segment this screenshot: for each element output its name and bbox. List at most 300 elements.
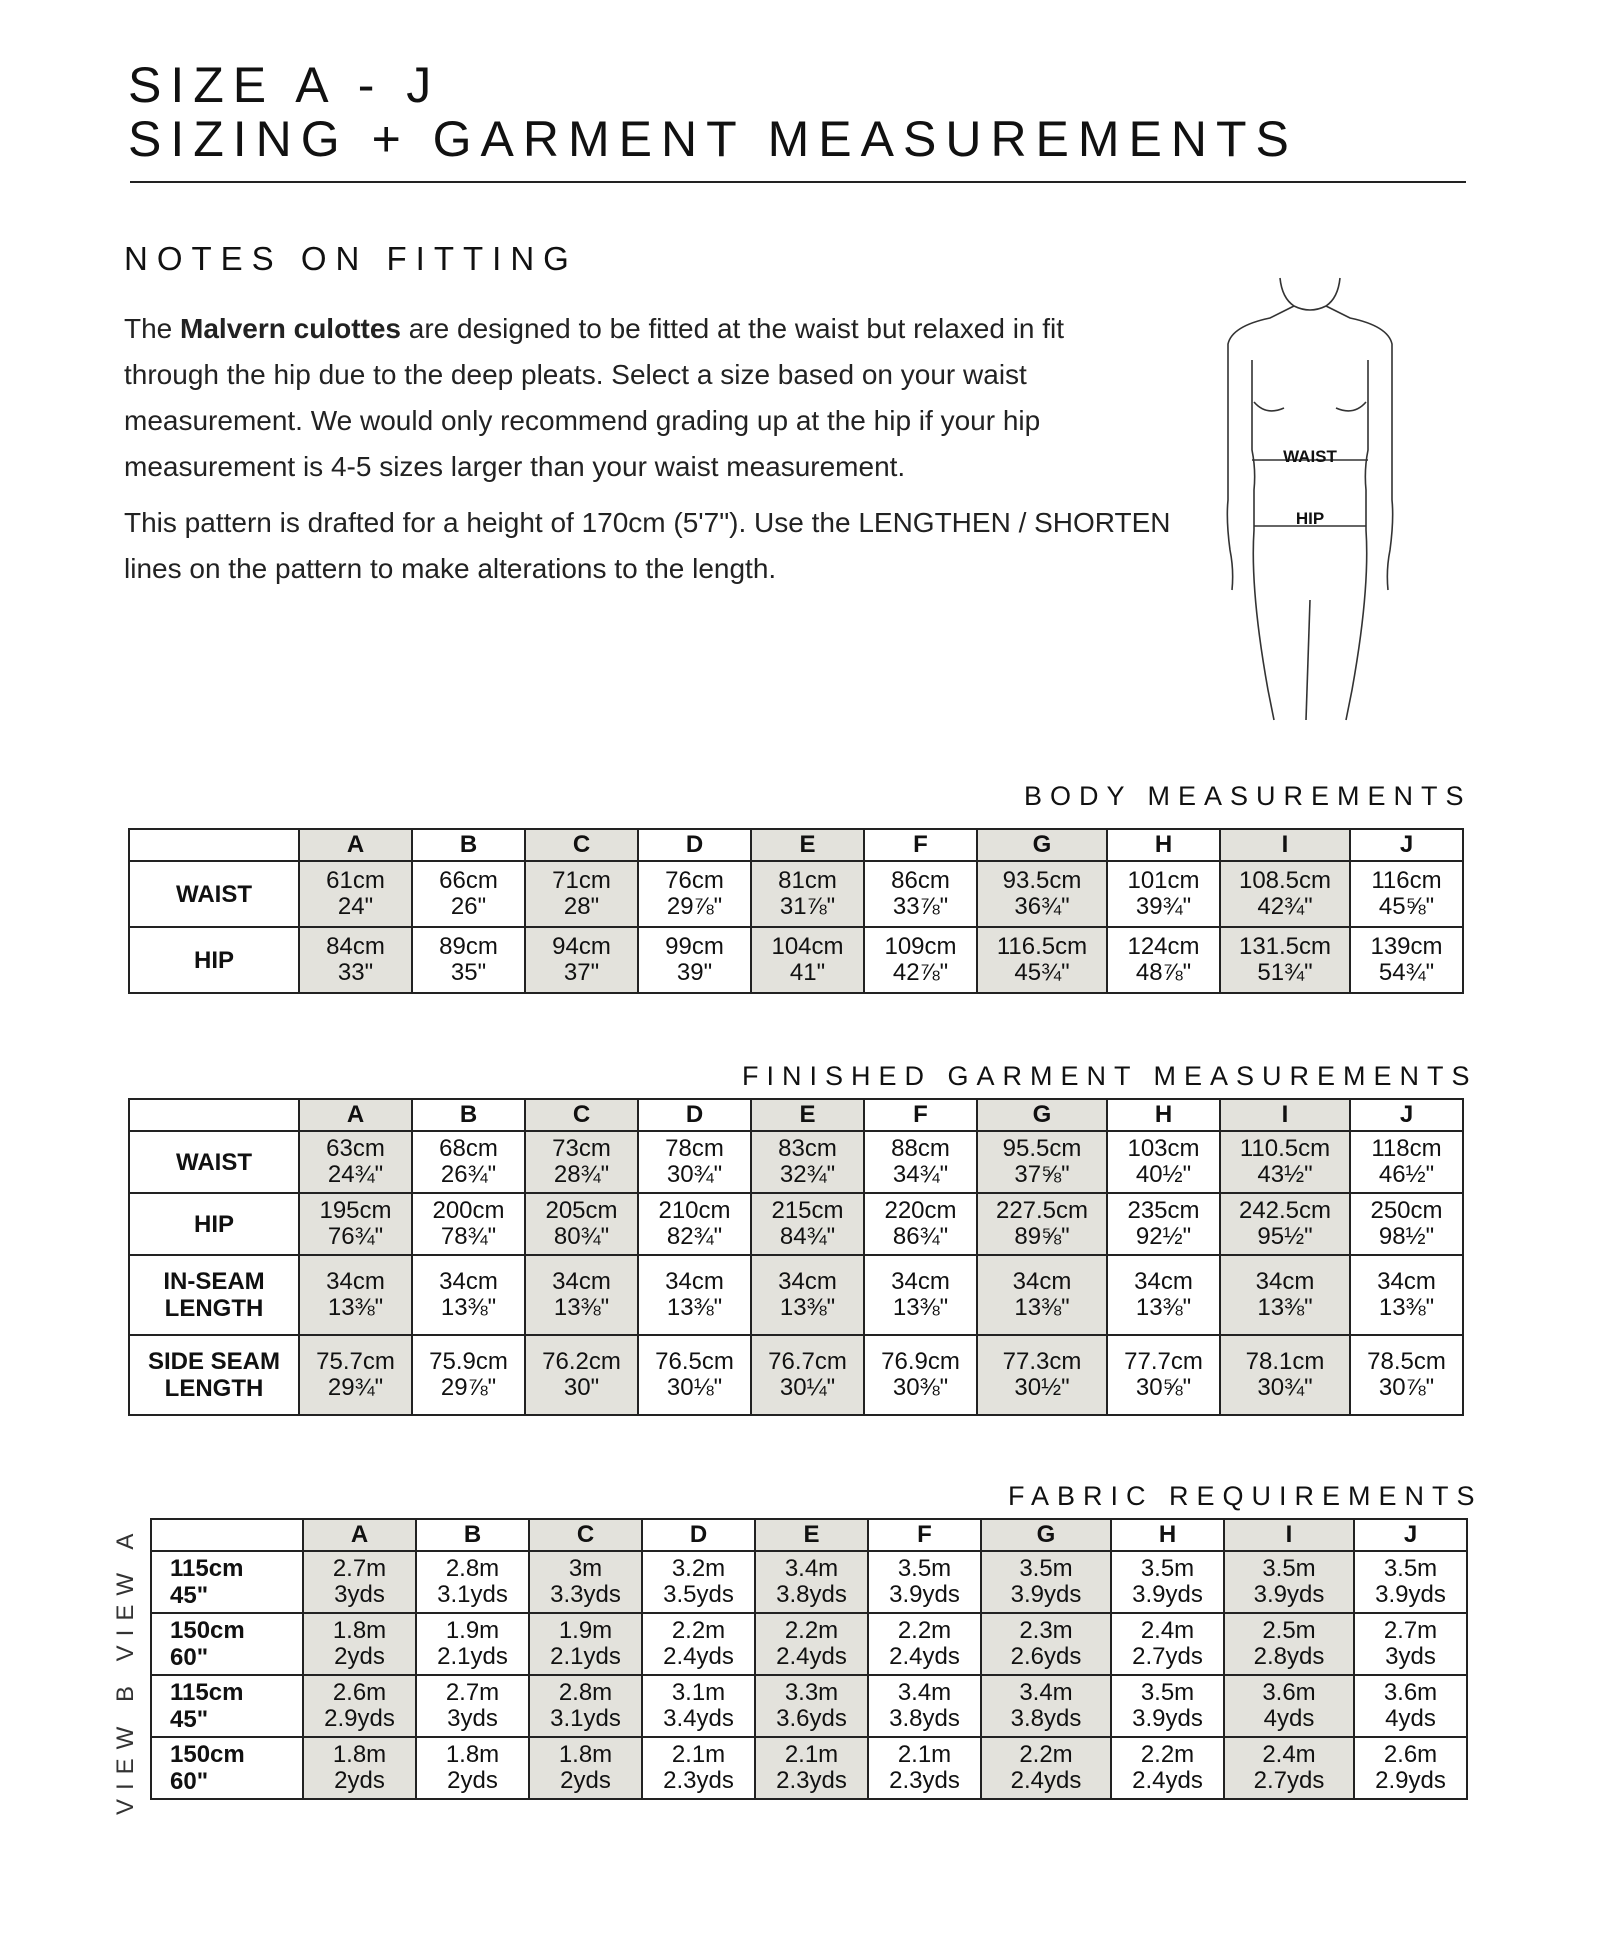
imperial-value: 37⅝": [1014, 1161, 1070, 1188]
row-label: [129, 1255, 299, 1335]
metric-value: 34cm: [778, 1268, 837, 1295]
metric-value: 2.8m: [445, 1555, 500, 1582]
size-header-a: A: [299, 1099, 412, 1131]
row-label-line: WAIST: [176, 1148, 252, 1176]
measurement-cell: [416, 1551, 529, 1613]
title-line-1: SIZE A - J: [128, 57, 441, 113]
table-header-row: [129, 1099, 1463, 1131]
row-label: [151, 1737, 303, 1799]
metric-value: 86cm: [891, 867, 950, 894]
metric-value: 2.1m: [671, 1741, 726, 1768]
measurement-cell: [303, 1551, 416, 1613]
measurement-cell: [529, 1613, 642, 1675]
measurement-cell: [1354, 1551, 1467, 1613]
measurement-cell: [1350, 1255, 1463, 1335]
measurement-cell: [642, 1613, 755, 1675]
table-row: [129, 927, 1463, 993]
measurement-cell: [868, 1737, 981, 1799]
metric-value: 3.5m: [1140, 1679, 1195, 1706]
measurement-cell: [1111, 1737, 1224, 1799]
imperial-value: 2.6yds: [1010, 1643, 1082, 1670]
imperial-value: 29⅞": [440, 1374, 497, 1401]
metric-value: 94cm: [552, 933, 611, 960]
imperial-value: 2.9yds: [324, 1705, 395, 1732]
metric-value: 78cm: [665, 1135, 724, 1162]
measurement-cell: [751, 1131, 864, 1193]
imperial-value: 2.7yds: [1132, 1643, 1203, 1670]
imperial-value: 2.9yds: [1375, 1767, 1446, 1794]
imperial-value: 41": [789, 959, 826, 986]
metric-value: 77.7cm: [1124, 1348, 1203, 1375]
measurement-cell: [525, 927, 638, 993]
measurement-cell: [1350, 1193, 1463, 1255]
imperial-value: 2.3yds: [889, 1767, 960, 1794]
imperial-value: 2.8yds: [1253, 1643, 1325, 1670]
metric-value: 61cm: [326, 867, 385, 894]
measurement-cell: [412, 1255, 525, 1335]
imperial-value: 3.9yds: [1132, 1705, 1203, 1732]
metric-value: 3.6m: [1383, 1679, 1438, 1706]
measurement-cell: [1220, 1255, 1350, 1335]
measurement-cell: [1107, 1335, 1220, 1415]
row-label-line: IN-SEAM: [163, 1268, 265, 1295]
metric-value: 76.5cm: [655, 1348, 734, 1375]
measurement-cell: [642, 1675, 755, 1737]
row-label: [151, 1613, 303, 1675]
product-name: Malvern culottes: [180, 313, 401, 344]
row-label: [129, 927, 299, 993]
measurement-cell: [1220, 927, 1350, 993]
metric-value: 242.5cm: [1238, 1197, 1332, 1224]
metric-value: 3.5m: [1019, 1555, 1073, 1582]
imperial-value: 92½": [1135, 1223, 1192, 1250]
metric-value: 139cm: [1370, 933, 1443, 960]
measurement-cell: [981, 1737, 1111, 1799]
row-label-line: LENGTH: [164, 1295, 264, 1322]
header-blank-cell: [129, 1099, 299, 1131]
imperial-value: 86¾": [892, 1223, 949, 1250]
metric-value: 200cm: [432, 1197, 505, 1224]
measurement-cell: [303, 1737, 416, 1799]
imperial-value: 78¾": [440, 1223, 497, 1250]
metric-value: 2.2m: [784, 1617, 839, 1644]
metric-value: 77.3cm: [1002, 1348, 1082, 1375]
imperial-value: 28¾": [553, 1161, 610, 1188]
metric-value: 95.5cm: [1002, 1135, 1082, 1162]
metric-value: 99cm: [665, 933, 724, 960]
metric-value: 116cm: [1371, 867, 1442, 894]
imperial-value: 2yds: [447, 1767, 498, 1794]
size-header-e: E: [751, 1099, 864, 1131]
metric-value: 2.4m: [1140, 1617, 1195, 1644]
imperial-value: 32¾": [779, 1161, 836, 1188]
imperial-value: 13⅜": [779, 1294, 836, 1321]
size-header-d: D: [638, 1099, 751, 1131]
metric-value: 89cm: [439, 933, 498, 960]
metric-value: 3.4m: [784, 1555, 839, 1582]
imperial-value: 13⅜": [1378, 1294, 1435, 1321]
measurement-cell: [299, 861, 412, 927]
metric-value: 83cm: [778, 1135, 837, 1162]
metric-value: 68cm: [439, 1135, 498, 1162]
metric-value: 76.2cm: [542, 1348, 621, 1375]
measurement-cell: [755, 1737, 868, 1799]
measurement-cell: [755, 1675, 868, 1737]
measurement-cell: [1111, 1551, 1224, 1613]
metric-value: 3.1m: [671, 1679, 726, 1706]
size-header-f: F: [864, 1099, 977, 1131]
measurement-cell: [755, 1551, 868, 1613]
table-row: [129, 861, 1463, 927]
measurement-cell: [303, 1613, 416, 1675]
metric-value: 227.5cm: [995, 1197, 1089, 1224]
measurement-cell: [1354, 1613, 1467, 1675]
imperial-value: 2yds: [560, 1767, 611, 1794]
table-row: [151, 1613, 1467, 1675]
metric-value: 78.1cm: [1245, 1348, 1325, 1375]
row-label-line: HIP: [193, 1210, 234, 1238]
measurement-cell: [416, 1613, 529, 1675]
fabric-requirements-table: [150, 1518, 1468, 1800]
measurement-cell: [1350, 1335, 1463, 1415]
measurement-cell: [977, 861, 1107, 927]
size-header-c: C: [525, 1099, 638, 1131]
imperial-value: 37": [563, 959, 600, 986]
metric-value: 66cm: [439, 867, 498, 894]
metric-value: 2.2m: [1019, 1741, 1073, 1768]
measurement-cell: [864, 1335, 977, 1415]
metric-value: 2.7m: [332, 1555, 387, 1582]
measurement-cell: [642, 1551, 755, 1613]
measurement-cell: [299, 1255, 412, 1335]
metric-value: 2.3m: [1019, 1617, 1073, 1644]
imperial-value: 3.3yds: [550, 1581, 621, 1608]
metric-value: 118cm: [1371, 1135, 1442, 1162]
imperial-value: 3.9yds: [1253, 1581, 1325, 1608]
metric-value: 3.4m: [1019, 1679, 1073, 1706]
measurement-cell: [1220, 1193, 1350, 1255]
measurement-cell: [299, 927, 412, 993]
imperial-value: 51¾": [1257, 959, 1313, 986]
metric-value: 109cm: [884, 933, 957, 960]
table-row: [129, 1131, 1463, 1193]
metric-value: 2.7m: [1383, 1617, 1438, 1644]
metric-value: 84cm: [326, 933, 385, 960]
measurement-cell: [1350, 861, 1463, 927]
size-header-g: G: [981, 1519, 1111, 1551]
metric-value: 3.6m: [1262, 1679, 1316, 1706]
row-label-line: LENGTH: [164, 1375, 264, 1402]
imperial-value: 30½": [1014, 1374, 1070, 1401]
measurement-cell: [1224, 1551, 1354, 1613]
imperial-value: 24": [337, 893, 374, 920]
imperial-value: 76¾": [327, 1223, 384, 1250]
imperial-value: 3.4yds: [663, 1705, 734, 1732]
imperial-value: 30¾": [666, 1161, 723, 1188]
imperial-value: 3yds: [334, 1581, 385, 1608]
metric-value: 63cm: [326, 1135, 385, 1162]
imperial-value: 3.1yds: [550, 1705, 621, 1732]
imperial-value: 40½": [1135, 1161, 1192, 1188]
measurement-cell: [529, 1737, 642, 1799]
size-header-j: J: [1350, 829, 1463, 861]
measurement-cell: [1224, 1613, 1354, 1675]
imperial-value: 30⅛": [666, 1374, 723, 1401]
imperial-value: 30¼": [779, 1374, 836, 1401]
measurement-cell: [638, 1255, 751, 1335]
measurement-cell: [638, 1131, 751, 1193]
measurement-cell: [981, 1551, 1111, 1613]
measurement-cell: [751, 1335, 864, 1415]
metric-value: 3.4m: [897, 1679, 952, 1706]
imperial-value: 13⅜": [1257, 1294, 1313, 1321]
measurement-cell: [303, 1675, 416, 1737]
metric-value: 2.6m: [1383, 1741, 1438, 1768]
imperial-value: 39¾": [1135, 893, 1192, 920]
table-header-row: [129, 829, 1463, 861]
imperial-value: 26": [450, 893, 487, 920]
measurement-cell: [416, 1675, 529, 1737]
size-header-f: F: [864, 829, 977, 861]
measurement-cell: [1107, 927, 1220, 993]
imperial-value: 13⅜": [553, 1294, 610, 1321]
notes-paragraph-1: [124, 306, 1084, 490]
imperial-value: 84¾": [779, 1223, 836, 1250]
size-header-g: G: [977, 1099, 1107, 1131]
metric-value: 2.2m: [671, 1617, 726, 1644]
metric-value: 205cm: [545, 1197, 618, 1224]
imperial-value: 45⅝": [1378, 893, 1435, 920]
measurement-cell: [751, 1255, 864, 1335]
finished-measurements-table: [128, 1098, 1464, 1416]
size-header-i: I: [1220, 1099, 1350, 1131]
metric-value: 71cm: [552, 867, 611, 894]
view-side-label: VIEW B VIEW A: [112, 1524, 139, 1815]
imperial-value: 45¾": [1014, 959, 1070, 986]
measurement-cell: [864, 1193, 977, 1255]
measurement-cell: [1220, 1131, 1350, 1193]
metric-value: 34cm: [665, 1268, 724, 1295]
metric-value: 2.2m: [1140, 1741, 1195, 1768]
metric-value: 2.1m: [897, 1741, 952, 1768]
measurement-cell: [299, 1193, 412, 1255]
metric-value: 3.5m: [897, 1555, 952, 1582]
imperial-value: 3.8yds: [889, 1705, 960, 1732]
size-header-a: A: [299, 829, 412, 861]
imperial-value: 2.4yds: [776, 1643, 847, 1670]
imperial-value: 31⅞": [779, 893, 836, 920]
imperial-value: 13⅜": [892, 1294, 949, 1321]
row-label-line: SIDE SEAM: [147, 1348, 281, 1375]
measurement-cell: [412, 1335, 525, 1415]
size-header-b: B: [416, 1519, 529, 1551]
size-header-i: I: [1220, 829, 1350, 861]
imperial-value: 42¾": [1257, 893, 1313, 920]
metric-value: 2.2m: [897, 1617, 952, 1644]
imperial-value: 24¾": [327, 1161, 384, 1188]
row-label: [129, 1193, 299, 1255]
row-label-line: 60": [170, 1768, 209, 1795]
metric-value: 2.6m: [332, 1679, 387, 1706]
metric-value: 2.7m: [445, 1679, 500, 1706]
metric-value: 110.5cm: [1239, 1135, 1331, 1162]
metric-value: 116.5cm: [996, 933, 1088, 960]
measurement-cell: [977, 927, 1107, 993]
metric-value: 103cm: [1127, 1135, 1200, 1162]
imperial-value: 30⅝": [1135, 1374, 1192, 1401]
table-row: [151, 1737, 1467, 1799]
imperial-value: 3.9yds: [1375, 1581, 1446, 1608]
metric-value: 3.5m: [1383, 1555, 1438, 1582]
size-header-h: H: [1107, 1099, 1220, 1131]
measurement-cell: [977, 1131, 1107, 1193]
row-label-line: 45": [170, 1582, 209, 1609]
imperial-value: 2.7yds: [1253, 1767, 1325, 1794]
imperial-value: 2yds: [334, 1767, 385, 1794]
fabric-requirements-heading: FABRIC REQUIREMENTS: [1008, 1481, 1483, 1511]
imperial-value: 2.3yds: [776, 1767, 847, 1794]
imperial-value: 42⅞": [892, 959, 949, 986]
metric-value: 3.2m: [671, 1555, 726, 1582]
measurement-cell: [529, 1675, 642, 1737]
measurement-cell: [868, 1613, 981, 1675]
measurement-cell: [412, 1193, 525, 1255]
metric-value: 75.7cm: [316, 1348, 395, 1375]
metric-value: 93.5cm: [1002, 867, 1082, 894]
metric-value: 124cm: [1127, 933, 1200, 960]
imperial-value: 2.4yds: [1010, 1767, 1082, 1794]
metric-value: 1.8m: [332, 1741, 387, 1768]
metric-value: 1.8m: [445, 1741, 500, 1768]
metric-value: 76.7cm: [768, 1348, 847, 1375]
measurement-cell: [1350, 1131, 1463, 1193]
imperial-value: 3.9yds: [1010, 1581, 1082, 1608]
measurement-cell: [416, 1737, 529, 1799]
metric-value: 235cm: [1127, 1197, 1200, 1224]
notes-p1-post: are designed to be fitted at the waist but relaxed in fit through the hip due to the deep pleats. Select a size based on your waist measurement. We would only recommend grading up at the hip if your hip measurement is 4-5 sizes larger than your waist measurement.: [124, 313, 1065, 482]
metric-value: 101cm: [1127, 867, 1200, 894]
size-header-d: D: [638, 829, 751, 861]
measurement-cell: [1111, 1613, 1224, 1675]
measurement-cell: [864, 927, 977, 993]
imperial-value: 2.4yds: [663, 1643, 734, 1670]
metric-value: 73cm: [552, 1135, 611, 1162]
metric-value: 34cm: [1255, 1268, 1315, 1295]
measurement-cell: [1220, 1335, 1350, 1415]
imperial-value: 3.9yds: [889, 1581, 960, 1608]
size-header-a: A: [303, 1519, 416, 1551]
measurement-cell: [638, 861, 751, 927]
size-header-c: C: [525, 829, 638, 861]
imperial-value: 3.6yds: [776, 1705, 847, 1732]
imperial-value: 26¾": [440, 1161, 497, 1188]
measurement-cell: [299, 1131, 412, 1193]
imperial-value: 30": [563, 1374, 600, 1401]
finished-measurements-heading: FINISHED GARMENT MEASUREMENTS: [742, 1061, 1478, 1091]
metric-value: 1.9m: [558, 1617, 613, 1644]
size-header-b: B: [412, 1099, 525, 1131]
imperial-value: 28": [563, 893, 600, 920]
measurement-cell: [525, 1131, 638, 1193]
metric-value: 81cm: [778, 867, 837, 894]
imperial-value: 48⅞": [1135, 959, 1192, 986]
metric-value: 2.8m: [558, 1679, 613, 1706]
size-header-b: B: [412, 829, 525, 861]
metric-value: 108.5cm: [1238, 867, 1332, 894]
imperial-value: 13⅜": [327, 1294, 384, 1321]
measurement-cell: [525, 1255, 638, 1335]
size-header-j: J: [1354, 1519, 1467, 1551]
imperial-value: 35": [450, 959, 487, 986]
measurement-cell: [1107, 861, 1220, 927]
measurement-cell: [642, 1737, 755, 1799]
imperial-value: 2.3yds: [663, 1767, 734, 1794]
size-header-i: I: [1224, 1519, 1354, 1551]
metric-value: 88cm: [891, 1135, 950, 1162]
imperial-value: 95½": [1257, 1223, 1313, 1250]
table-row: [151, 1551, 1467, 1613]
measurement-cell: [977, 1335, 1107, 1415]
imperial-value: 30⅜": [892, 1374, 949, 1401]
body-measurements-heading: BODY MEASUREMENTS: [1024, 781, 1472, 811]
metric-value: 3m: [568, 1555, 603, 1582]
imperial-value: 3.8yds: [776, 1581, 847, 1608]
imperial-value: 29⅞": [666, 893, 723, 920]
measurement-cell: [1354, 1675, 1467, 1737]
measurement-cell: [1224, 1675, 1354, 1737]
imperial-value: 3.1yds: [437, 1581, 508, 1608]
measurement-cell: [1107, 1255, 1220, 1335]
page-title: [128, 58, 1298, 166]
measurement-cell: [638, 1193, 751, 1255]
row-label-line: 115cm: [170, 1555, 244, 1582]
imperial-value: 3yds: [447, 1705, 498, 1732]
imperial-value: 13⅜": [1014, 1294, 1070, 1321]
measurement-cell: [864, 1131, 977, 1193]
imperial-value: 30⅞": [1378, 1374, 1435, 1401]
row-label-line: 60": [170, 1644, 209, 1671]
row-label: [151, 1551, 303, 1613]
imperial-value: 29¾": [327, 1374, 384, 1401]
measurement-cell: [638, 1335, 751, 1415]
measurement-cell: [868, 1675, 981, 1737]
metric-value: 78.5cm: [1367, 1348, 1446, 1375]
metric-value: 131.5cm: [1238, 933, 1332, 960]
imperial-value: 98½": [1378, 1223, 1435, 1250]
imperial-value: 3yds: [1385, 1643, 1436, 1670]
row-label: [129, 861, 299, 927]
measurement-cell: [864, 1255, 977, 1335]
imperial-value: 13⅜": [440, 1294, 497, 1321]
measurement-cell: [1354, 1737, 1467, 1799]
figure-waist-label: WAIST: [1283, 447, 1337, 466]
metric-value: 34cm: [552, 1268, 611, 1295]
body-measurements-table: [128, 828, 1464, 994]
metric-value: 34cm: [326, 1268, 385, 1295]
imperial-value: 2yds: [334, 1643, 385, 1670]
measurement-cell: [755, 1613, 868, 1675]
metric-value: 1.8m: [558, 1741, 613, 1768]
notes-p1-pre: The: [124, 313, 181, 344]
imperial-value: 54¾": [1378, 959, 1435, 986]
measurement-cell: [525, 1335, 638, 1415]
imperial-value: 34¾": [892, 1161, 949, 1188]
measurement-cell: [529, 1551, 642, 1613]
size-header-d: D: [642, 1519, 755, 1551]
measurement-cell: [977, 1193, 1107, 1255]
metric-value: 76.9cm: [881, 1348, 960, 1375]
size-header-e: E: [751, 829, 864, 861]
